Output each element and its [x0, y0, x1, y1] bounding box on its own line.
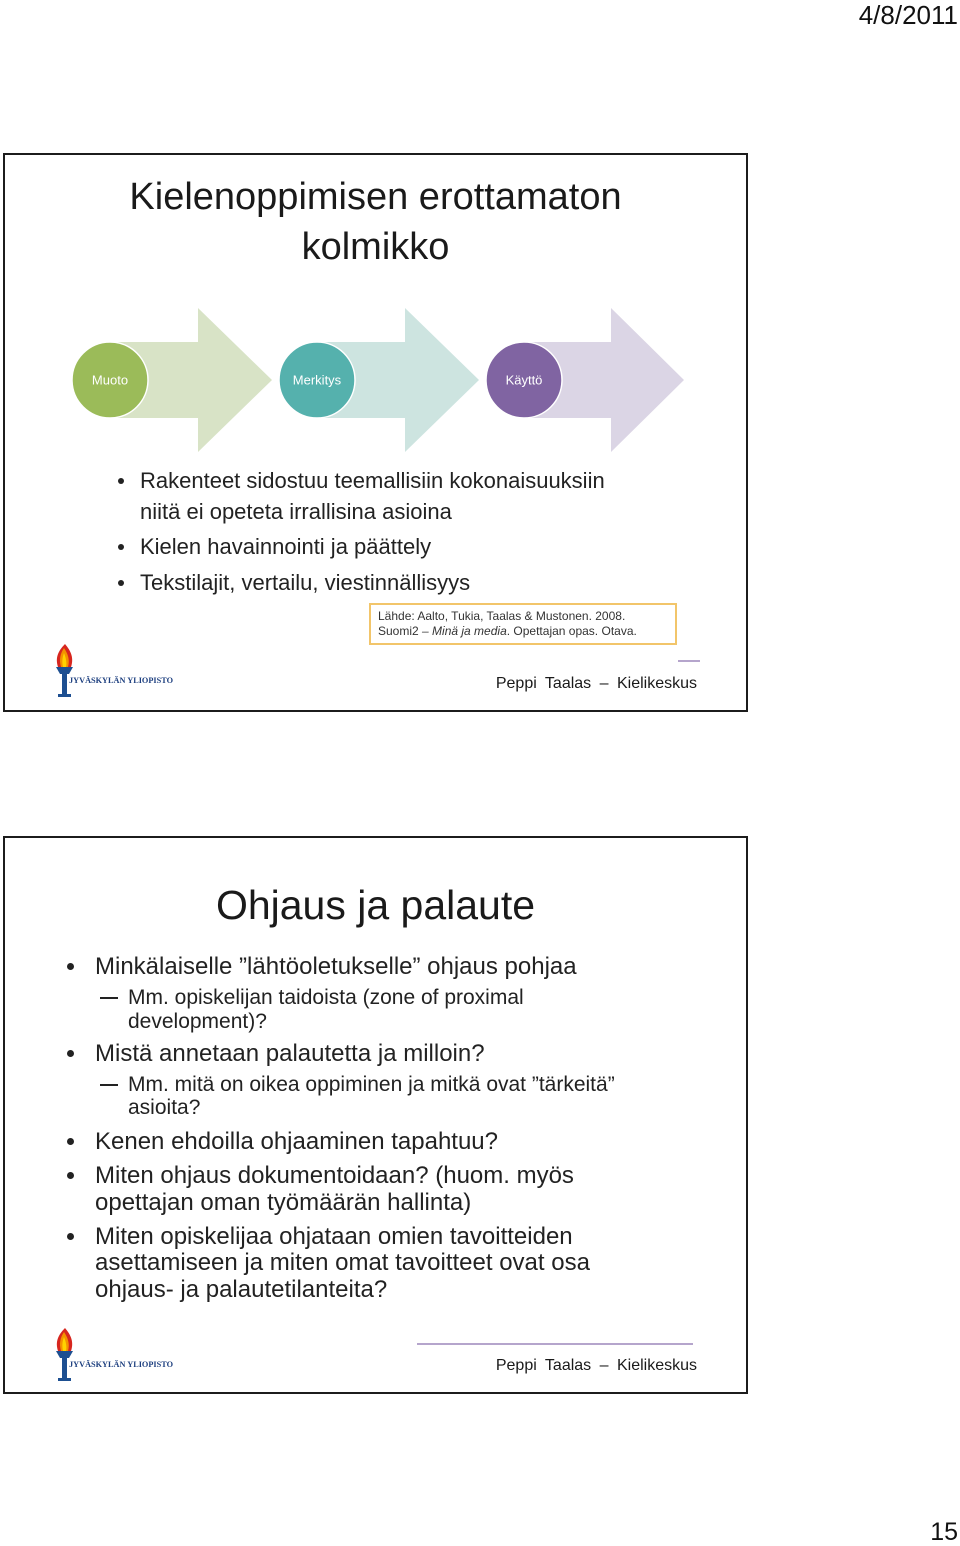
logo-wordmark: JYVÄSKYLÄN YLIOPISTO: [69, 676, 173, 685]
slide-title: Ohjaus ja palaute: [215, 882, 536, 928]
sub-bullet-text: Mm. opiskelijan taidoista (zone of proximal: [128, 986, 524, 1009]
source-book-title: – Minä ja media: [422, 624, 507, 638]
source-citation: [369, 603, 677, 645]
bullet-text: Kenen ehdoilla ohjaaminen tapahtuu?: [95, 1128, 498, 1155]
footer-divider: [417, 1343, 693, 1345]
slide-title-line: kolmikko: [301, 226, 450, 268]
sub-bullet-text: Mm. mitä on oikea oppiminen ja mitkä ovat ”tärkeitä”: [128, 1073, 615, 1096]
footer-author: Peppi Taalas – Kielikeskus: [495, 675, 697, 692]
bullet-dot: [67, 963, 74, 970]
bullet-text: Kielen havainnointi ja päättely: [140, 534, 432, 559]
slide-2: [3, 836, 748, 1394]
bullet-dot: [118, 478, 124, 484]
bullet-dot: [118, 580, 124, 586]
bullet-text: Miten opiskelijaa ohjataan omien tavoitteiden: [95, 1223, 573, 1250]
sub-bullet-text: asioita?: [128, 1096, 201, 1119]
process-step-label-1: Muoto: [91, 372, 129, 388]
university-logo: [52, 1327, 175, 1383]
bullet-text: asettamiseen ja miten omat tavoitteet ovat osa: [95, 1249, 590, 1276]
source-text: Suomi2: [378, 624, 423, 638]
footer-author: Peppi Taalas – Kielikeskus: [495, 1357, 697, 1374]
page-number: 15: [930, 1518, 958, 1546]
slide-1: [3, 153, 748, 712]
bullet-dot: [67, 1050, 74, 1057]
source-text: . Opettajan opas. Otava.: [506, 624, 637, 638]
bullet-dot: [67, 1233, 74, 1240]
bullet-text: Tekstilajit, vertailu, viestinnällisyys: [140, 570, 471, 595]
bullet-text: Mistä annetaan palautetta ja milloin?: [95, 1040, 485, 1067]
torch-icon: [56, 644, 73, 697]
bullet-text: Miten ohjaus dokumentoidaan? (huom. myös: [95, 1162, 574, 1189]
logo-wordmark: JYVÄSKYLÄN YLIOPISTO: [69, 1360, 173, 1369]
bullet-dot: [67, 1138, 74, 1145]
source-line: [378, 624, 668, 639]
footer-divider: [678, 660, 700, 662]
bullet-text: opettajan oman työmäärän hallinta): [95, 1189, 472, 1216]
torch-icon: [56, 1328, 73, 1381]
bullet-text: niitä ei opeteta irrallisina asioina: [140, 499, 452, 524]
process-diagram: [3, 153, 748, 473]
sub-bullet-dash: [100, 1084, 118, 1086]
bullet-text: Rakenteet sidostuu teemallisiin kokonaisuuksiin: [140, 468, 605, 493]
bullet-text: Minkälaiselle ”lähtöoletukselle” ohjaus pohjaa: [95, 953, 577, 980]
slide-title-line: Kielenoppimisen erottamaton: [129, 176, 622, 218]
university-logo: [52, 643, 175, 699]
sub-bullet-dash: [100, 997, 118, 999]
bullet-dot: [118, 544, 124, 550]
bullet-dot: [67, 1172, 74, 1179]
process-step-label-3: Käyttö: [505, 372, 543, 388]
bullet-text: ohjaus- ja palautetilanteita?: [95, 1276, 388, 1303]
sub-bullet-text: development)?: [128, 1010, 267, 1033]
process-step-label-2: Merkitys: [292, 372, 342, 388]
print-date: 4/8/2011: [858, 0, 958, 30]
source-line: Lähde: Aalto, Tukia, Taalas & Mustonen. 2008.: [378, 609, 626, 623]
